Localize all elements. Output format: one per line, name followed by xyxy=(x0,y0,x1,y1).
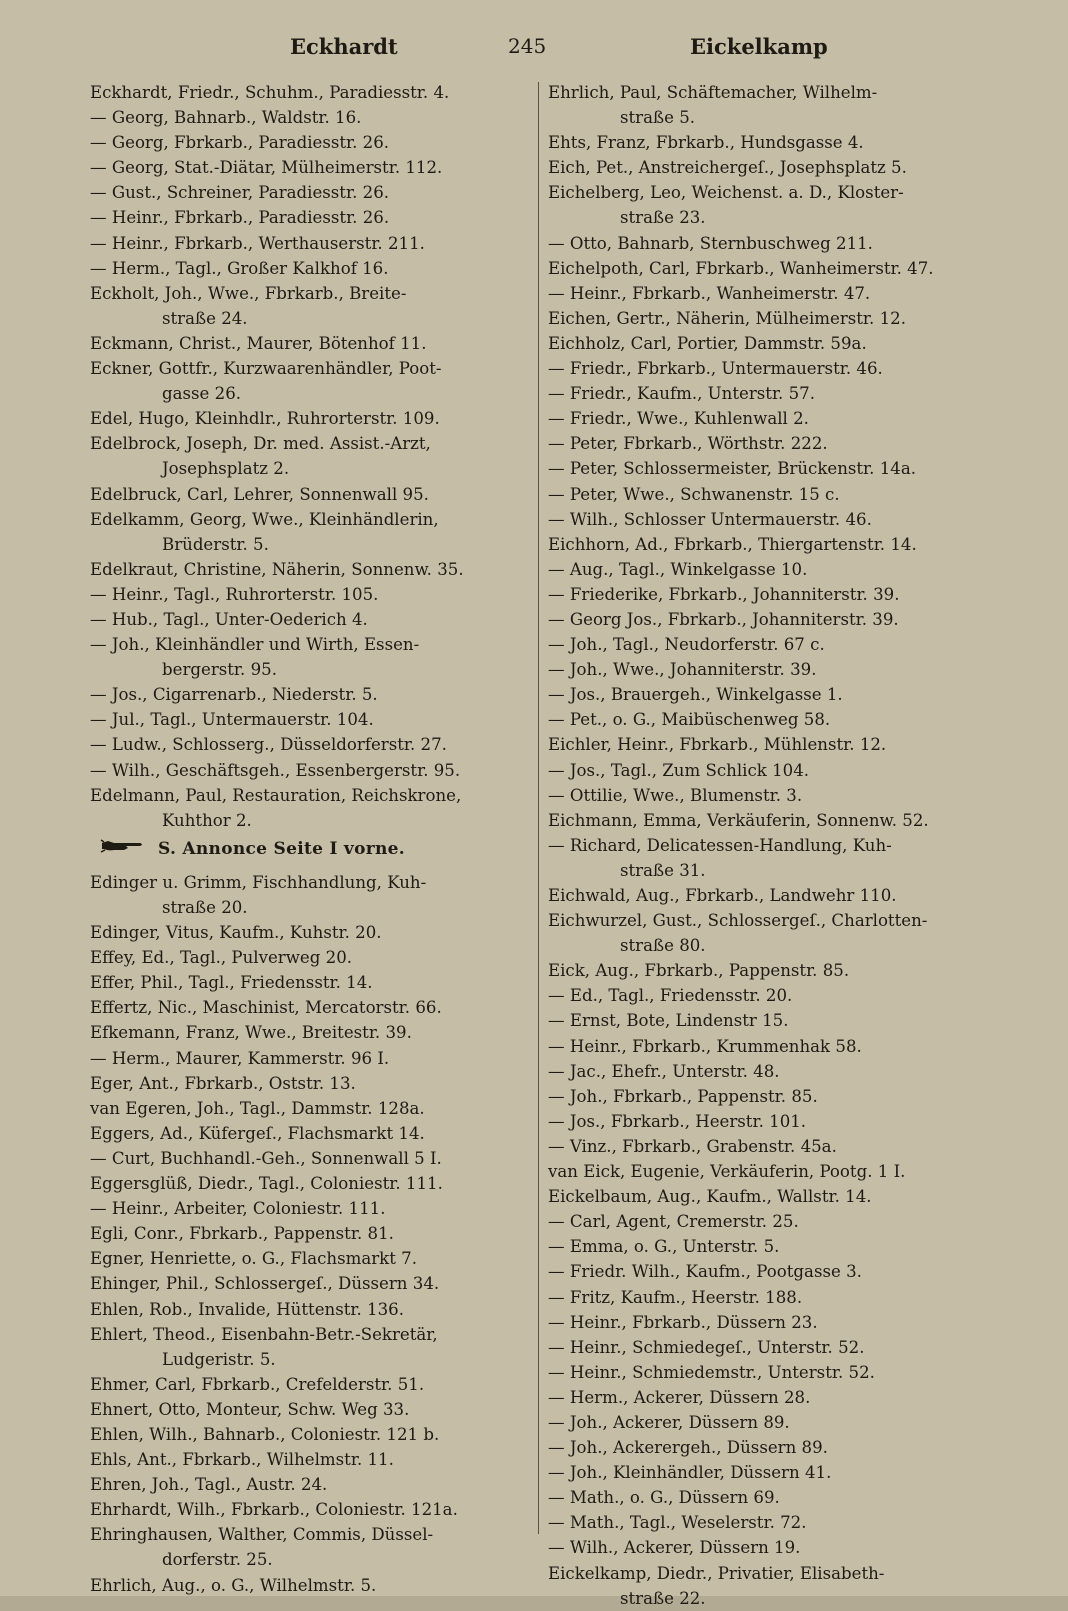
entry-text: Effey, Ed., Tagl., Pulverweg 20. xyxy=(90,948,353,968)
entry-text: — Heinr., Schmiedemstr., Unterstr. 52. xyxy=(548,1362,875,1382)
entry-text: Ehlen, Wilh., Bahnarb., Coloniestr. 121 b. xyxy=(90,1424,440,1444)
directory-entry xyxy=(90,1573,530,1598)
directory-entry xyxy=(548,306,988,331)
entry-text: — Heinr., Arbeiter, Coloniestr. 111. xyxy=(90,1199,386,1219)
directory-entry xyxy=(90,758,530,783)
entry-text: — Friedr. Wilh., Kaufm., Pootgasse 3. xyxy=(548,1262,862,1282)
directory-entry xyxy=(548,431,988,456)
entry-text: — Otto, Bahnarb, Sternbuschweg 211. xyxy=(548,233,873,253)
entry-text: — Ernst, Bote, Lindenstr 15. xyxy=(548,1011,789,1031)
entry-text: — Jos., Cigarrenarb., Niederstr. 5. xyxy=(90,685,378,705)
entry-text: — Peter, Wwe., Schwanenstr. 15 c. xyxy=(548,484,840,504)
directory-entry xyxy=(90,732,530,757)
left-column xyxy=(90,80,530,1598)
directory-entry xyxy=(548,1059,988,1084)
directory-entry xyxy=(90,1497,530,1522)
directory-entry xyxy=(90,1121,530,1146)
directory-entry xyxy=(548,682,988,707)
directory-entry xyxy=(90,180,530,205)
entry-text: — Jac., Ehefr., Unterstr. 48. xyxy=(548,1061,780,1081)
directory-entry xyxy=(90,1246,530,1271)
right-column xyxy=(548,80,988,1611)
directory-entry xyxy=(90,995,530,1020)
directory-entry xyxy=(548,1460,988,1485)
directory-entry xyxy=(90,682,530,707)
entry-continuation xyxy=(90,306,530,331)
entry-text: Edelkamm, Georg, Wwe., Kleinhändlerin, xyxy=(90,509,439,529)
directory-entry xyxy=(90,920,530,945)
directory-entry xyxy=(90,105,530,130)
directory-entry xyxy=(548,180,988,205)
directory-entry xyxy=(548,1535,988,1560)
entry-continuation xyxy=(90,456,530,481)
directory-entry xyxy=(90,1372,530,1397)
entry-text: — Emma, o. G., Unterstr. 5. xyxy=(548,1237,780,1257)
entry-text: — Gust., Schreiner, Paradiesstr. 26. xyxy=(90,183,390,203)
directory-entry xyxy=(90,1397,530,1422)
directory-entry xyxy=(90,1322,530,1347)
entry-text: Eichelpoth, Carl, Fbrkarb., Wanheimerstr. 47. xyxy=(548,258,934,278)
directory-entry xyxy=(548,1285,988,1310)
directory-entry xyxy=(548,707,988,732)
directory-entry xyxy=(90,130,530,155)
page-number: 245 xyxy=(508,34,547,58)
entry-text: Brüderstr. 5. xyxy=(162,534,269,554)
directory-entry xyxy=(90,281,530,306)
entry-continuation xyxy=(90,1547,530,1572)
directory-entry xyxy=(548,657,988,682)
entry-text: Ehlert, Theod., Eisenbahn-Betr.-Sekretär, xyxy=(90,1324,438,1344)
directory-entry xyxy=(548,732,988,757)
entry-text: Kuhthor 2. xyxy=(162,810,252,830)
entry-text: straße 5. xyxy=(620,108,696,128)
entry-text: — Aug., Tagl., Winkelgasse 10. xyxy=(548,559,808,579)
entry-text: — Herm., Maurer, Kammerstr. 96 I. xyxy=(90,1048,390,1068)
directory-entry xyxy=(548,833,988,858)
entry-text: Eich, Pet., Anstreichergeſ., Josephsplatz 5. xyxy=(548,158,907,178)
entry-text: — Ed., Tagl., Friedensstr. 20. xyxy=(548,986,793,1006)
entry-continuation xyxy=(90,1347,530,1372)
entry-text: — Friedr., Wwe., Kuhlenwall 2. xyxy=(548,409,809,429)
directory-entry xyxy=(548,381,988,406)
entry-text: — Joh., Wwe., Johanniterstr. 39. xyxy=(548,660,817,680)
directory-entry xyxy=(548,1234,988,1259)
directory-entry xyxy=(548,507,988,532)
entry-text: Ehren, Joh., Tagl., Austr. 24. xyxy=(90,1475,328,1495)
entry-text: — Wilh., Ackerer, Düssern 19. xyxy=(548,1538,801,1558)
entry-text: — Joh., Ackerer, Düssern 89. xyxy=(548,1412,790,1432)
header-first-name: Eckhardt xyxy=(290,34,398,59)
directory-entry xyxy=(90,557,530,582)
directory-entry xyxy=(548,1510,988,1535)
directory-entry xyxy=(548,356,988,381)
directory-entry xyxy=(548,155,988,180)
entry-continuation xyxy=(90,808,530,833)
entry-text: van Egeren, Joh., Tagl., Dammstr. 128a. xyxy=(90,1098,425,1118)
directory-entry xyxy=(548,1134,988,1159)
entry-continuation xyxy=(90,381,530,406)
directory-entry xyxy=(548,231,988,256)
entry-text: Ehrlich, Aug., o. G., Wilhelmstr. 5. xyxy=(90,1575,377,1595)
directory-entry xyxy=(548,783,988,808)
entry-text: — Friederike, Fbrkarb., Johanniterstr. 39. xyxy=(548,584,900,604)
directory-entry xyxy=(548,883,988,908)
directory-entry xyxy=(548,1360,988,1385)
directory-entry xyxy=(548,1109,988,1134)
entry-text: Effertz, Nic., Maschinist, Mercatorstr. 66. xyxy=(90,998,442,1018)
entry-text: Eckmann, Christ., Maurer, Bötenhof 11. xyxy=(90,333,427,353)
directory-entry xyxy=(90,1146,530,1171)
directory-entry xyxy=(548,1485,988,1510)
entry-text: Josephsplatz 2. xyxy=(162,459,290,479)
directory-entry xyxy=(548,1184,988,1209)
directory-entry xyxy=(548,1008,988,1033)
entry-text: Eichelberg, Leo, Weichenst. a. D., Kloster- xyxy=(548,183,904,203)
entry-text: Eichler, Heinr., Fbrkarb., Mühlenstr. 12. xyxy=(548,735,887,755)
directory-entry xyxy=(90,1522,530,1547)
entry-continuation xyxy=(90,895,530,920)
directory-entry xyxy=(548,1310,988,1335)
directory-entry xyxy=(548,1159,988,1184)
directory-entry xyxy=(90,582,530,607)
directory-entry xyxy=(90,1071,530,1096)
entry-text: — Herm., Tagl., Großer Kalkhof 16. xyxy=(90,258,389,278)
directory-entry xyxy=(90,1171,530,1196)
entry-text: — Peter, Fbrkarb., Wörthstr. 222. xyxy=(548,434,828,454)
directory-entry xyxy=(548,1435,988,1460)
entry-continuation xyxy=(548,105,988,130)
entry-text: Ehrhardt, Wilh., Fbrkarb., Coloniestr. 121a. xyxy=(90,1500,458,1520)
entry-text: Eick, Aug., Fbrkarb., Pappenstr. 85. xyxy=(548,961,850,981)
entry-text: straße 24. xyxy=(162,308,248,328)
entry-text: Ehringhausen, Walther, Commis, Düssel- xyxy=(90,1525,434,1545)
entry-text: straße 80. xyxy=(620,936,706,956)
entry-text: Eichmann, Emma, Verkäuferin, Sonnenw. 52. xyxy=(548,810,929,830)
entry-text: — Friedr., Kaufm., Unterstr. 57. xyxy=(548,384,815,404)
entry-text: — Heinr., Fbrkarb., Düssern 23. xyxy=(548,1312,818,1332)
directory-entry xyxy=(90,231,530,256)
entry-text: Ehrlich, Paul, Schäftemacher, Wilhelm- xyxy=(548,83,878,102)
directory-entry xyxy=(548,758,988,783)
entry-text: — Joh., Kleinhändler und Wirth, Essen- xyxy=(90,635,420,655)
directory-entry xyxy=(90,1221,530,1246)
entry-text: dorferstr. 25. xyxy=(162,1550,273,1570)
directory-entry xyxy=(548,1335,988,1360)
directory-entry xyxy=(90,1196,530,1221)
entry-text: — Curt, Buchhandl.-Geh., Sonnenwall 5 I. xyxy=(90,1148,442,1168)
directory-entry xyxy=(548,456,988,481)
directory-entry xyxy=(90,80,530,105)
directory-entry xyxy=(90,356,530,381)
entry-text: Ehlen, Rob., Invalide, Hüttenstr. 136. xyxy=(90,1299,405,1319)
directory-entry xyxy=(548,532,988,557)
entry-text: — Vinz., Fbrkarb., Grabenstr. 45a. xyxy=(548,1136,837,1156)
directory-entry xyxy=(548,983,988,1008)
directory-entry xyxy=(548,482,988,507)
page-header xyxy=(90,24,1008,64)
directory-entry xyxy=(90,331,530,356)
directory-entry xyxy=(90,707,530,732)
entry-text: — Math., o. G., Düssern 69. xyxy=(548,1488,780,1508)
directory-entry xyxy=(90,1422,530,1447)
directory-entry xyxy=(90,1447,530,1472)
directory-entry xyxy=(548,256,988,281)
directory-entry xyxy=(548,607,988,632)
directory-entry xyxy=(548,632,988,657)
entry-text: — Heinr., Tagl., Ruhrorterstr. 105. xyxy=(90,584,379,604)
directory-entry xyxy=(548,1385,988,1410)
pointing-hand-icon xyxy=(100,837,144,862)
entry-continuation xyxy=(548,1586,988,1611)
entry-text: — Richard, Delicatessen-Handlung, Kuh- xyxy=(548,835,892,855)
directory-entry xyxy=(548,1410,988,1435)
directory-entry xyxy=(90,406,530,431)
entry-text: — Jul., Tagl., Untermauerstr. 104. xyxy=(90,710,374,730)
entry-text: straße 31. xyxy=(620,860,706,880)
entry-text: Ehinger, Phil., Schlossergeſ., Düssern 34. xyxy=(90,1274,440,1294)
entry-text: — Ludw., Schlosserg., Düsseldorferstr. 27. xyxy=(90,735,447,755)
entry-text: — Heinr., Fbrkarb., Krummenhak 58. xyxy=(548,1036,862,1056)
entry-text: — Hub., Tagl., Unter-Oederich 4. xyxy=(90,609,368,629)
entry-text: Edelbrock, Joseph, Dr. med. Assist.-Arzt, xyxy=(90,434,431,454)
entry-text: straße 22. xyxy=(620,1588,706,1608)
directory-entry xyxy=(90,870,530,895)
directory-entry xyxy=(90,783,530,808)
directory-entry xyxy=(90,482,530,507)
directory-entry xyxy=(90,1271,530,1296)
entry-text: — Wilh., Schlosser Untermauerstr. 46. xyxy=(548,509,872,529)
entry-text: Eichen, Gertr., Näherin, Mülheimerstr. 12. xyxy=(548,308,906,328)
entry-text: Efkemann, Franz, Wwe., Breitestr. 39. xyxy=(90,1023,412,1043)
entry-text: bergerstr. 95. xyxy=(162,660,277,680)
directory-entry xyxy=(548,331,988,356)
entry-text: — Fritz, Kaufm., Heerstr. 188. xyxy=(548,1287,803,1307)
entry-text: Eickelbaum, Aug., Kaufm., Wallstr. 14. xyxy=(548,1187,872,1207)
entry-text: Eger, Ant., Fbrkarb., Oststr. 13. xyxy=(90,1073,356,1093)
entry-text: Ehts, Franz, Fbrkarb., Hundsgasse 4. xyxy=(548,133,864,153)
entry-text: Eckner, Gottfr., Kurzwaarenhändler, Poot- xyxy=(90,359,442,379)
entry-text: — Pet., o. G., Maibüschenweg 58. xyxy=(548,710,831,730)
entry-text: — Jos., Fbrkarb., Heerstr. 101. xyxy=(548,1111,807,1131)
directory-entry xyxy=(548,1561,988,1586)
directory-entry xyxy=(90,945,530,970)
entry-text: Eckholt, Joh., Wwe., Fbrkarb., Breite- xyxy=(90,283,407,303)
directory-entry xyxy=(548,958,988,983)
entry-text: gasse 26. xyxy=(162,384,242,404)
annonce-notice xyxy=(90,837,530,862)
entry-text: — Ottilie, Wwe., Blumenstr. 3. xyxy=(548,785,803,805)
directory-entry xyxy=(548,1034,988,1059)
directory-entry xyxy=(548,582,988,607)
entry-text: Edelmann, Paul, Restauration, Reichskrone, xyxy=(90,785,462,805)
directory-entry xyxy=(90,431,530,456)
entry-text: Edinger, Vitus, Kaufm., Kuhstr. 20. xyxy=(90,923,382,943)
entry-text: Eichholz, Carl, Portier, Dammstr. 59a. xyxy=(548,333,867,353)
entry-text: Effer, Phil., Tagl., Friedensstr. 14. xyxy=(90,973,373,993)
entry-text: — Joh., Kleinhändler, Düssern 41. xyxy=(548,1463,832,1483)
entry-continuation xyxy=(548,933,988,958)
entry-text: — Joh., Ackerergeh., Düssern 89. xyxy=(548,1438,828,1458)
entry-text: Ludgeristr. 5. xyxy=(162,1349,276,1369)
directory-entry xyxy=(548,281,988,306)
directory-entry xyxy=(90,632,530,657)
entry-text: Edel, Hugo, Kleinhdlr., Ruhrorterstr. 109. xyxy=(90,409,440,429)
entry-text: Eickelkamp, Diedr., Privatier, Elisabeth- xyxy=(548,1563,885,1583)
entry-text: Eichhorn, Ad., Fbrkarb., Thiergartenstr. 14. xyxy=(548,534,917,554)
directory-entry xyxy=(90,1046,530,1071)
entry-continuation xyxy=(90,657,530,682)
entry-text: — Carl, Agent, Cremerstr. 25. xyxy=(548,1212,799,1232)
directory-entry xyxy=(90,1096,530,1121)
directory-entry xyxy=(548,557,988,582)
entry-text: — Heinr., Schmiedegeſ., Unterstr. 52. xyxy=(548,1337,865,1357)
entry-text: — Georg, Fbrkarb., Paradiesstr. 26. xyxy=(90,133,390,153)
entry-text: Edelkraut, Christine, Näherin, Sonnenw. 35. xyxy=(90,559,464,579)
directory-entry xyxy=(90,1020,530,1045)
entry-text: Eggersglüß, Diedr., Tagl., Coloniestr. 111. xyxy=(90,1174,443,1194)
directory-entry xyxy=(90,256,530,281)
column-divider xyxy=(538,82,539,1534)
directory-entry xyxy=(548,406,988,431)
entry-text: — Georg, Stat.-Diätar, Mülheimerstr. 112. xyxy=(90,158,443,178)
entry-text: Eichwald, Aug., Fbrkarb., Landwehr 110. xyxy=(548,886,897,905)
directory-entry xyxy=(548,1259,988,1284)
directory-entry xyxy=(548,808,988,833)
entry-text: Edelbruck, Carl, Lehrer, Sonnenwall 95. xyxy=(90,484,429,504)
header-last-name: Eickelkamp xyxy=(690,34,828,59)
entry-text: Ehmer, Carl, Fbrkarb., Crefelderstr. 51. xyxy=(90,1374,425,1394)
entry-text: — Wilh., Geschäftsgeh., Essenbergerstr. 95. xyxy=(90,760,461,780)
entry-continuation xyxy=(90,532,530,557)
entry-text: — Heinr., Fbrkarb., Paradiesstr. 26. xyxy=(90,208,390,228)
directory-entry xyxy=(548,1084,988,1109)
entry-text: — Peter, Schlossermeister, Brückenstr. 14a. xyxy=(548,459,917,479)
directory-entry xyxy=(90,1472,530,1497)
entry-text: Eichwurzel, Gust., Schlossergeſ., Charlotten- xyxy=(548,911,928,931)
entry-text: Egli, Conr., Fbrkarb., Pappenstr. 81. xyxy=(90,1224,394,1244)
directory-entry xyxy=(90,507,530,532)
entry-text: Edinger u. Grimm, Fischhandlung, Kuh- xyxy=(90,872,427,892)
entry-text: — Georg, Bahnarb., Waldstr. 16. xyxy=(90,108,362,128)
entry-text: Ehnert, Otto, Monteur, Schw. Weg 33. xyxy=(90,1399,410,1419)
directory-entry xyxy=(90,607,530,632)
entry-text: — Herm., Ackerer, Düssern 28. xyxy=(548,1387,811,1407)
entry-text: — Friedr., Fbrkarb., Untermauerstr. 46. xyxy=(548,359,883,379)
entry-text: — Heinr., Fbrkarb., Werthauserstr. 211. xyxy=(90,233,425,253)
entry-text: — Joh., Tagl., Neudorferstr. 67 c. xyxy=(548,635,825,655)
entry-text: S. Annonce Seite I vorne. xyxy=(158,838,405,859)
entry-text: Eckhardt, Friedr., Schuhm., Paradiesstr. 4. xyxy=(90,83,450,102)
entry-text: van Eick, Eugenie, Verkäuferin, Pootg. 1 I. xyxy=(548,1162,906,1182)
directory-entry xyxy=(90,155,530,180)
directory-entry xyxy=(548,130,988,155)
directory-entry xyxy=(548,1209,988,1234)
entry-text: straße 20. xyxy=(162,898,248,917)
directory-entry xyxy=(90,970,530,995)
entry-continuation xyxy=(548,858,988,883)
entry-text: — Joh., Fbrkarb., Pappenstr. 85. xyxy=(548,1086,818,1106)
entry-text: — Math., Tagl., Weselerstr. 72. xyxy=(548,1513,807,1533)
entry-text: — Jos., Brauergeh., Winkelgasse 1. xyxy=(548,685,843,705)
entry-text: — Heinr., Fbrkarb., Wanheimerstr. 47. xyxy=(548,283,871,303)
directory-entry xyxy=(548,908,988,933)
entry-text: Ehls, Ant., Fbrkarb., Wilhelmstr. 11. xyxy=(90,1450,394,1470)
entry-text: Egner, Henriette, o. G., Flachsmarkt 7. xyxy=(90,1249,417,1269)
directory-entry xyxy=(90,1297,530,1322)
entry-text: — Georg Jos., Fbrkarb., Johanniterstr. 39. xyxy=(548,609,899,629)
entry-text: straße 23. xyxy=(620,208,706,228)
entry-text: Eggers, Ad., Küfergeſ., Flachsmarkt 14. xyxy=(90,1123,425,1143)
directory-entry xyxy=(548,80,988,105)
entry-continuation xyxy=(548,205,988,230)
entry-text: — Jos., Tagl., Zum Schlick 104. xyxy=(548,760,810,780)
directory-entry xyxy=(90,205,530,230)
